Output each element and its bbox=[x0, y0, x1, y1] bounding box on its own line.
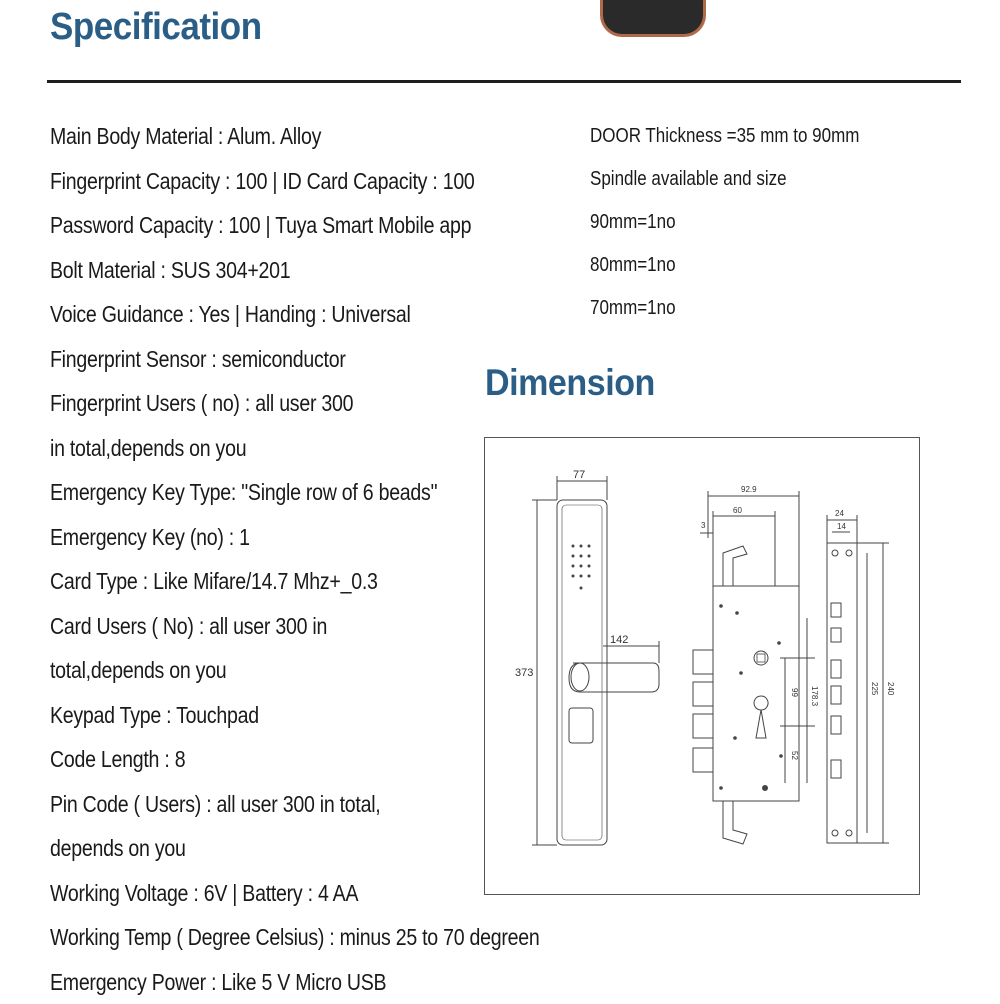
spec-item: Working Voltage : 6V | Battery : 4 AA bbox=[50, 871, 539, 916]
door-spec-list bbox=[590, 115, 907, 330]
spindle-hole bbox=[754, 651, 768, 665]
faceplate-slot bbox=[831, 603, 841, 617]
door-spec-item: 70mm=1no bbox=[590, 287, 859, 330]
cylinder-hole bbox=[754, 696, 768, 738]
spec-item: Emergency Power : Like 5 V Micro USB bbox=[50, 960, 539, 1004]
handle-rosette bbox=[571, 663, 589, 691]
dim-label-225: 225 bbox=[870, 682, 879, 696]
mortise-body bbox=[713, 586, 799, 801]
spec-item: total,depends on you bbox=[50, 648, 539, 693]
mortise-bottom-hook bbox=[723, 801, 747, 844]
door-spec-item: Spindle available and size bbox=[590, 158, 859, 201]
door-spec-item: 80mm=1no bbox=[590, 244, 859, 287]
spec-item: Main Body Material : Alum. Alloy bbox=[50, 114, 539, 159]
dim-label-52: 52 bbox=[790, 751, 799, 760]
mortise-latch bbox=[693, 748, 713, 772]
dimension-drawing bbox=[484, 437, 920, 895]
mortise-latch bbox=[693, 682, 713, 706]
dimension-title: Dimension bbox=[485, 362, 655, 404]
dim-label-60: 60 bbox=[733, 506, 742, 515]
mortise-top-hook bbox=[723, 546, 747, 586]
dim-label-373: 373 bbox=[515, 667, 533, 679]
lock-panel-outline bbox=[557, 500, 607, 845]
dim-label-92-9: 92.9 bbox=[741, 485, 757, 494]
spec-item: Bolt Material : SUS 304+201 bbox=[50, 248, 539, 293]
spec-item: Fingerprint Capacity : 100 | ID Card Capacity : 100 bbox=[50, 159, 539, 204]
spec-item: Fingerprint Users ( no) : all user 300 bbox=[50, 381, 539, 426]
keypad-dots bbox=[572, 545, 591, 590]
mortise-latch bbox=[693, 714, 713, 738]
specification-title: Specification bbox=[50, 6, 262, 49]
faceplate-slot bbox=[831, 686, 841, 704]
dimension-diagram bbox=[485, 438, 919, 894]
lock-handle bbox=[569, 663, 659, 692]
dim-label-99: 99 bbox=[790, 688, 799, 697]
title-divider bbox=[47, 80, 961, 83]
faceplate-slot bbox=[831, 628, 841, 642]
dim-label-77: 77 bbox=[573, 469, 585, 481]
dim-label-3: 3 bbox=[701, 521, 706, 530]
spec-item: Card Type : Like Mifare/14.7 Mhz+_0.3 bbox=[50, 559, 539, 604]
faceplate-slot bbox=[831, 660, 841, 678]
dim-label-142: 142 bbox=[610, 634, 628, 646]
spec-item: Working Temp ( Degree Celsius) : minus 25 to 70 degreen bbox=[50, 915, 539, 960]
spec-item: Fingerprint Sensor : semiconductor bbox=[50, 337, 539, 382]
spec-item: Pin Code ( Users) : all user 300 in total, bbox=[50, 782, 539, 827]
faceplate-slot bbox=[831, 760, 841, 778]
door-spec-item: DOOR Thickness =35 mm to 90mm bbox=[590, 115, 859, 158]
dim-label-178-3: 178.3 bbox=[810, 686, 819, 707]
spec-item: Emergency Key (no) : 1 bbox=[50, 515, 539, 560]
dim-label-24: 24 bbox=[835, 509, 844, 518]
spec-item: depends on you bbox=[50, 826, 539, 871]
door-spec-item: 90mm=1no bbox=[590, 201, 859, 244]
faceplate-slot bbox=[831, 716, 841, 734]
spec-item: Emergency Key Type: "Single row of 6 beads" bbox=[50, 470, 539, 515]
dim-label-14: 14 bbox=[837, 522, 846, 531]
dim-label-240: 240 bbox=[886, 682, 895, 696]
product-photo-top bbox=[600, 0, 706, 37]
spec-item: Voice Guidance : Yes | Handing : Universal bbox=[50, 292, 539, 337]
spec-item: Keypad Type : Touchpad bbox=[50, 693, 539, 738]
spec-item: in total,depends on you bbox=[50, 426, 539, 471]
mortise-latch bbox=[693, 650, 713, 674]
fingerprint-window bbox=[569, 708, 593, 743]
spec-item: Password Capacity : 100 | Tuya Smart Mobile app bbox=[50, 203, 539, 248]
spec-item: Card Users ( No) : all user 300 in bbox=[50, 604, 539, 649]
spec-item: Code Length : 8 bbox=[50, 737, 539, 782]
